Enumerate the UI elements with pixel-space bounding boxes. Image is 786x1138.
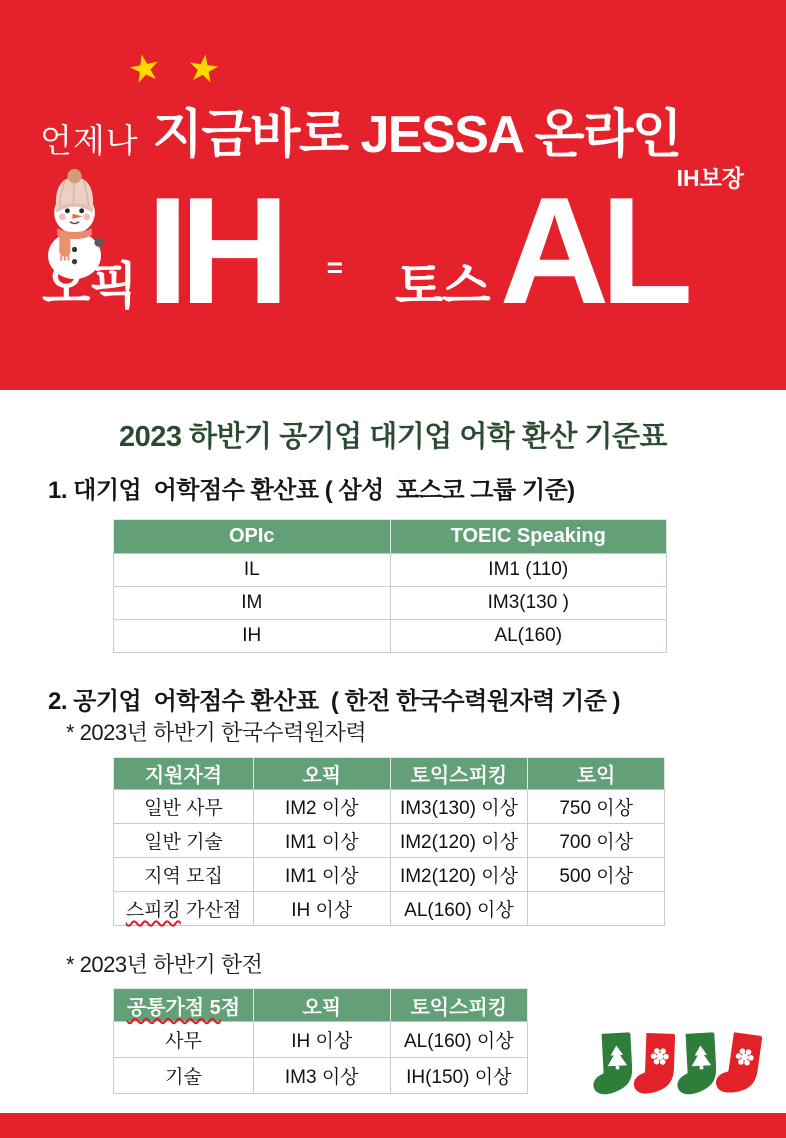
cell-toeic-speaking: IH(150) 이상: [390, 1058, 527, 1094]
cell-opic: IM3 이상: [253, 1058, 390, 1094]
tagline-small: 언제나: [40, 122, 139, 159]
toeic-speaking-grade: AL: [499, 166, 685, 336]
toeic-speaking-label: 토스: [394, 258, 490, 314]
section2-heading: 2. 공기업 어학점수 환산표 ( 한전 한국수력원자력 기준 ): [48, 688, 621, 715]
page-title: 2023 하반기 공기업 대기업 어학 환산 기준표: [118, 421, 668, 453]
decoration-stars: [124, 44, 224, 93]
cell-toeic: [528, 892, 665, 926]
cell-toeic: 750 이상: [528, 790, 665, 824]
cell-toeic-speaking: IM2(120) 이상: [390, 858, 528, 892]
col-header-opic: 오픽: [253, 758, 390, 790]
table-row: [114, 824, 665, 858]
cell-category: 일반 사무: [114, 790, 254, 824]
header-rest: 점: [220, 996, 241, 1019]
table-row: [114, 1022, 528, 1058]
cell-category: 기술: [114, 1058, 254, 1094]
red-stocking-snowflake-icon: [711, 1027, 767, 1105]
col-header-toeic-speaking: 토익스피킹: [390, 989, 527, 1022]
table-header-row: [114, 520, 667, 554]
cell-opic: IM1 이상: [253, 858, 390, 892]
table-row: [114, 587, 667, 620]
cell-category: 사무: [114, 1022, 254, 1058]
table-header-row: [114, 989, 528, 1022]
cell-opic: IM2 이상: [253, 790, 390, 824]
cell-toeic-speaking: IM3(130) 이상: [390, 790, 528, 824]
cell-toeic-speaking: AL(160) 이상: [390, 892, 528, 926]
cell-category: 일반 기술: [114, 824, 254, 858]
table-kepco-conversion: [113, 988, 528, 1094]
col-header-toeic-speaking: 토익스피킹: [390, 758, 528, 790]
cell-category-rest: 가산점: [180, 900, 242, 921]
table-row: [114, 1058, 528, 1094]
tagline: [40, 92, 766, 167]
opic-label: 오픽: [42, 258, 137, 314]
cell-opic-level: IL: [114, 554, 391, 587]
opic-grade: IH: [146, 166, 281, 336]
cell-toeic-speaking: IM2(120) 이상: [390, 824, 528, 858]
tagline-large: 지금바로 JESSA 온라인: [152, 106, 681, 164]
cell-toeic-level: IM3(130 ): [390, 587, 667, 620]
cell-toeic-speaking: AL(160) 이상: [390, 1022, 527, 1058]
col-header-opic: OPIc: [114, 520, 391, 554]
col-header-common-bonus: [114, 989, 254, 1022]
star-icon: ★: [124, 44, 166, 93]
table-row: [114, 620, 667, 653]
table-row: [114, 858, 665, 892]
cell-opic: IM1 이상: [253, 824, 390, 858]
spellcheck-wavy-text: 스피킹: [125, 900, 181, 921]
table-khnp-conversion: [113, 757, 665, 926]
cell-toeic-level: IM1 (110): [390, 554, 667, 587]
col-header-eligibility: 지원자격: [114, 758, 254, 790]
table-corporate-conversion: [113, 519, 667, 653]
cell-opic: IH 이상: [253, 1022, 390, 1058]
section1-heading: 1. 대기업 어학점수 환산표 ( 삼성 포스코 그룹 기준): [48, 477, 575, 504]
col-header-opic: 오픽: [253, 989, 390, 1022]
cell-category: [114, 892, 254, 926]
spellcheck-wavy-text: 공통가점 5: [126, 996, 221, 1019]
cell-opic-level: IM: [114, 587, 391, 620]
col-header-toeic-speaking: TOEIC Speaking: [390, 520, 667, 554]
guarantee-badge: IH보장: [676, 165, 744, 191]
cell-category: 지역 모집: [114, 858, 254, 892]
cell-toeic: 500 이상: [528, 858, 665, 892]
hero-banner: [0, 0, 786, 390]
col-header-toeic: 토익: [528, 758, 665, 790]
footer-red-bar: [0, 1113, 786, 1138]
cell-toeic: 700 이상: [528, 824, 665, 858]
table-header-row: [114, 758, 665, 790]
table-row: [114, 554, 667, 587]
equals-sign: =: [326, 252, 343, 283]
cell-toeic-level: AL(160): [390, 620, 667, 653]
khnp-sub-label: * 2023년 하반기 한국수력원자력: [66, 720, 367, 745]
cell-opic-level: IH: [114, 620, 391, 653]
star-icon: ★: [184, 45, 224, 92]
score-equivalence-line: [42, 166, 776, 336]
cell-opic: IH 이상: [253, 892, 390, 926]
christmas-stockings: [590, 1030, 762, 1102]
kepco-sub-label: * 2023년 하반기 한전: [66, 952, 263, 977]
table-row: [114, 892, 665, 926]
table-row: [114, 790, 665, 824]
